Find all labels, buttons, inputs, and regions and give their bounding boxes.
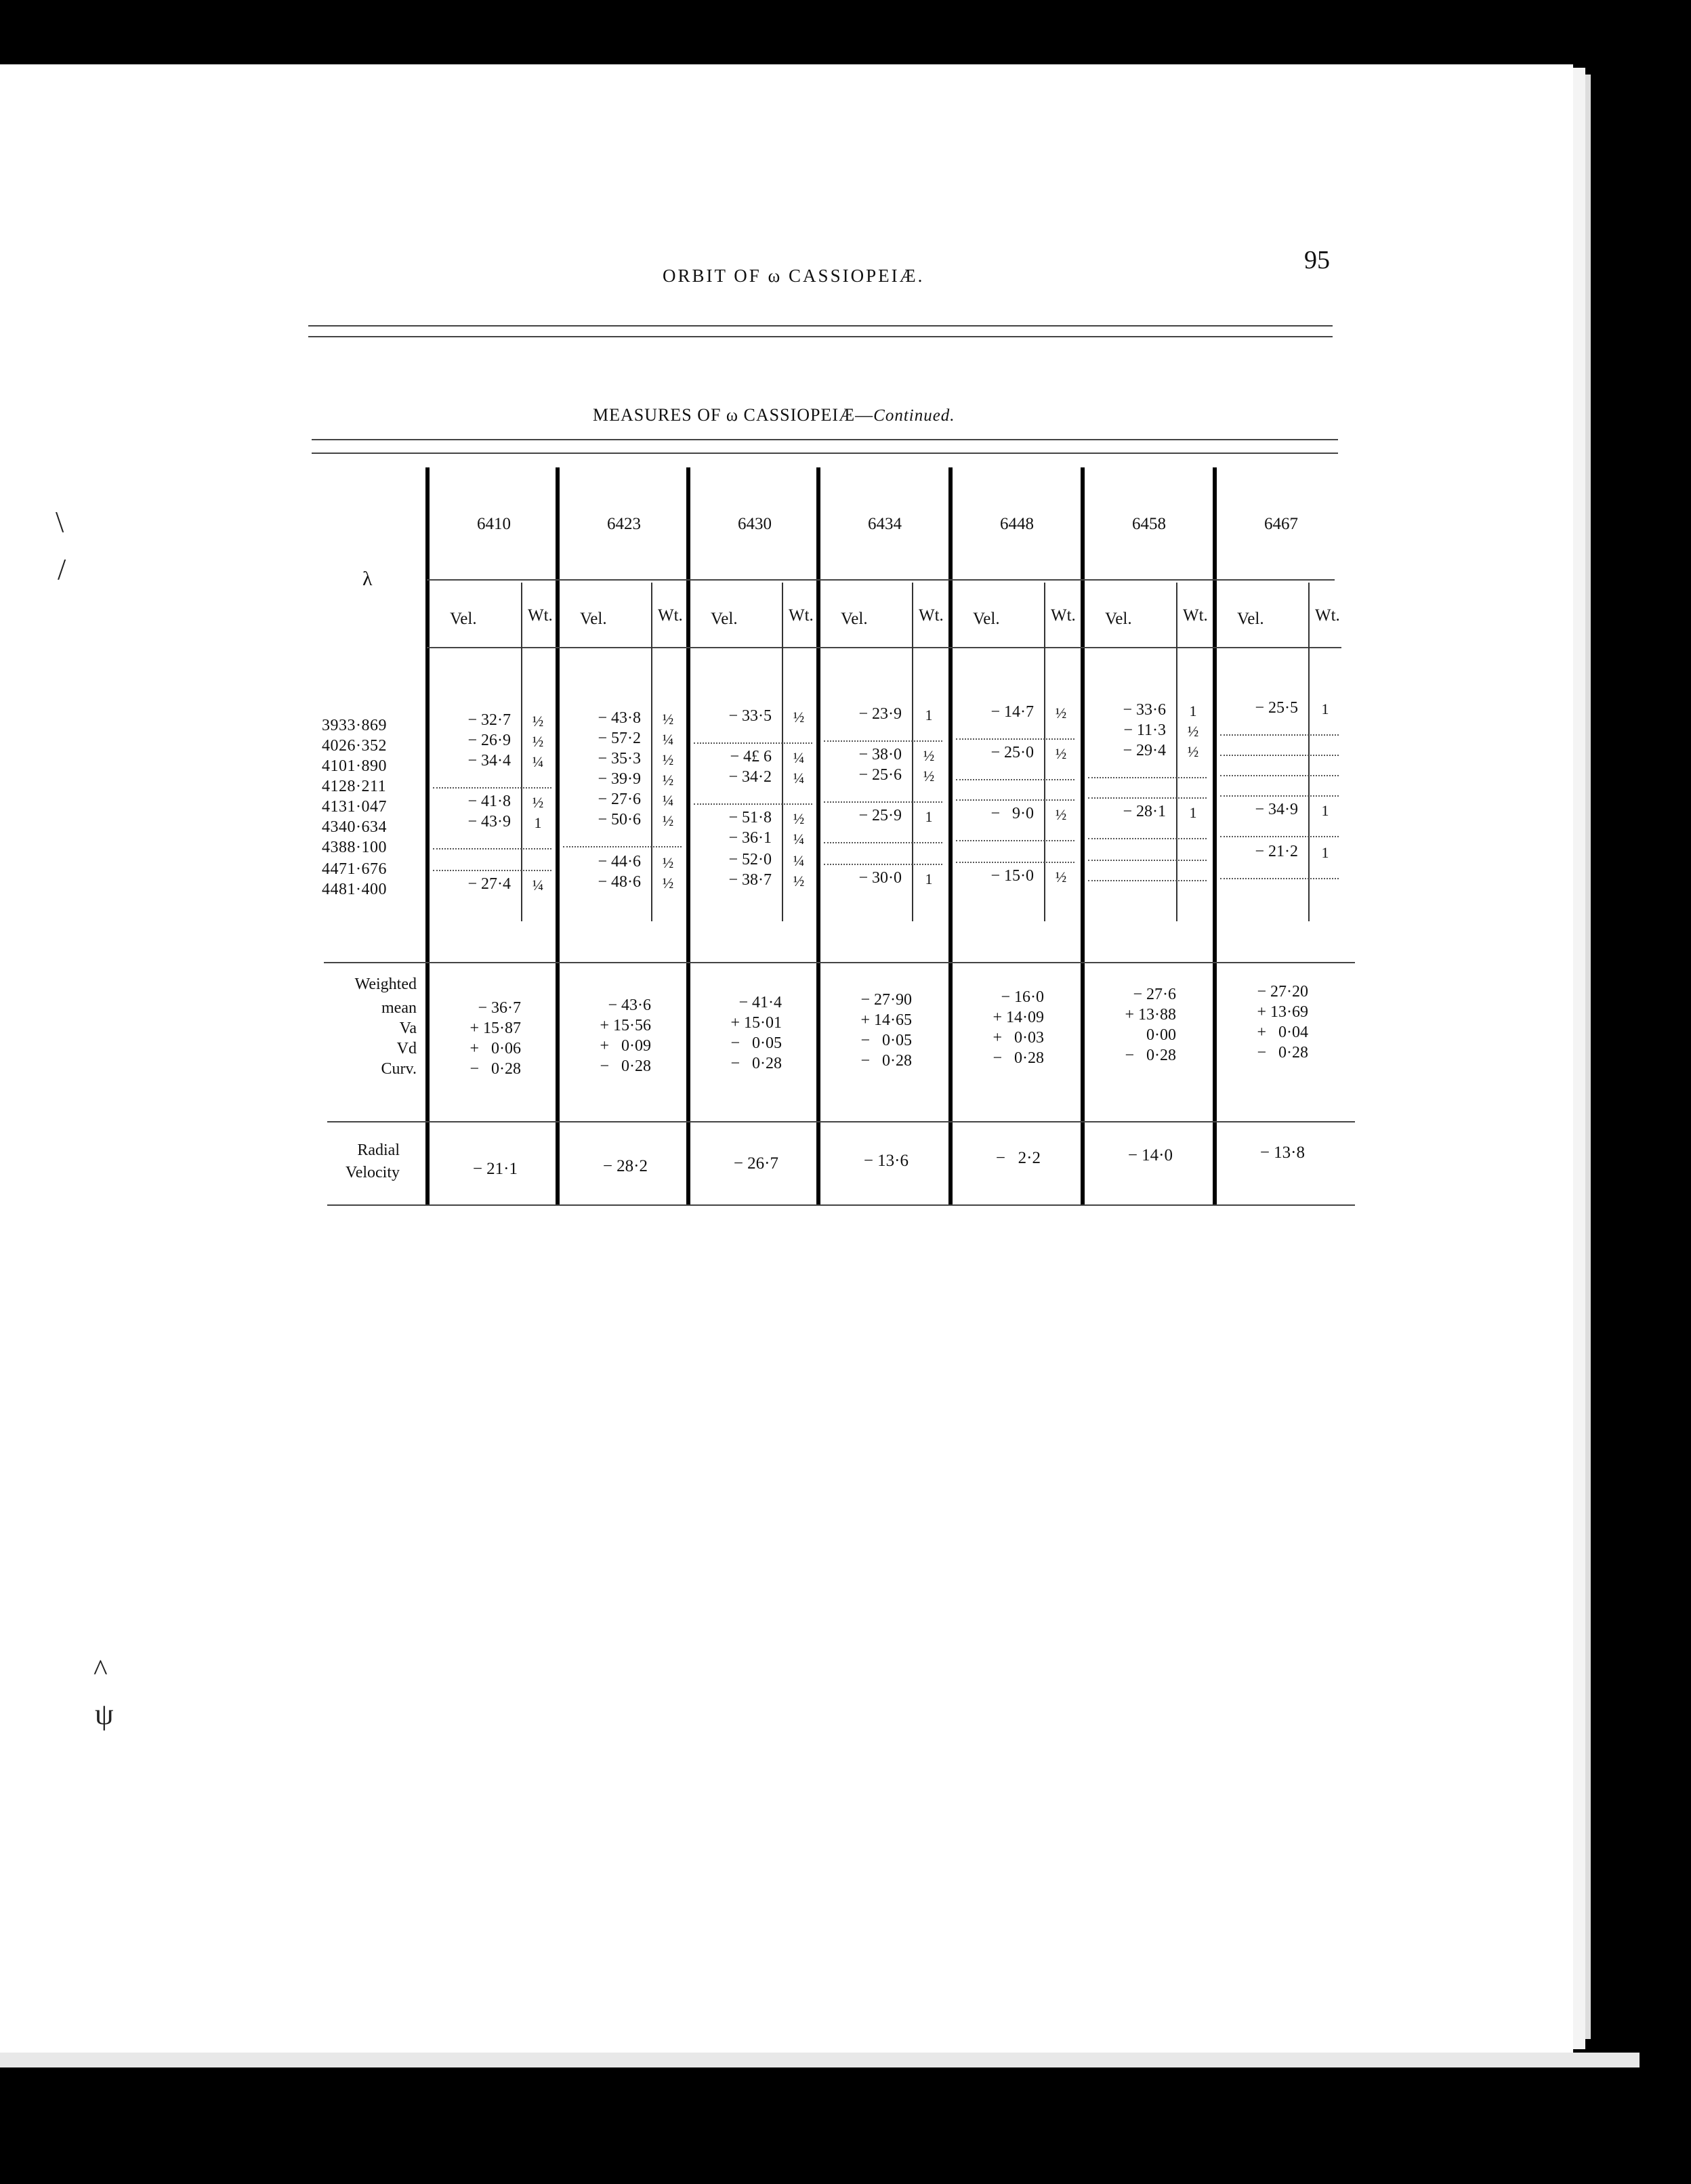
velocity-cell: − 15·0 (990, 867, 1034, 885)
radial-velocity-label: Radial (357, 1141, 400, 1159)
velocity-cell: − 25·0 (990, 744, 1034, 761)
page-edge (1573, 68, 1585, 2049)
velocity-cell: − 57·2 (598, 730, 641, 747)
wavelength-cell: 4388·100 (322, 839, 387, 856)
velocity-cell: − 50·6 (598, 811, 641, 828)
weight-cell: 1 (925, 870, 933, 887)
velocity-cell: − 21·2 (1255, 843, 1298, 860)
velocity-cell: − 44·6 (598, 853, 641, 870)
velocity-cell: − 38·7 (728, 871, 772, 889)
weight-cell: ¼ (793, 770, 805, 786)
summary-value: − 0·05 (860, 1032, 912, 1049)
velocity-cell: − 34·9 (1255, 801, 1298, 818)
summary-value: + 14·09 (993, 1009, 1044, 1026)
weight-cell: 1 (1189, 804, 1197, 821)
weight-cell: ½ (662, 875, 674, 891)
wavelength-cell: 4471·676 (322, 860, 387, 878)
weight-cell: 1 (1321, 802, 1329, 819)
weight-cell: ½ (662, 854, 674, 871)
vel-column-header: Vel. (1105, 610, 1132, 628)
weight-cell: ¼ (532, 877, 544, 894)
summary-value: + 0·04 (1257, 1024, 1308, 1041)
vel-column-header: Vel. (711, 610, 738, 628)
weight-cell: ½ (793, 810, 805, 827)
vel-column-header: Vel. (973, 610, 1000, 628)
velocity-cell: − 33·6 (1123, 701, 1166, 719)
empty-cell-dots (824, 740, 942, 742)
empty-cell-dots (1220, 878, 1339, 879)
radial-velocity-value: − 13·6 (863, 1152, 909, 1170)
vel-wt-divider (1044, 583, 1045, 921)
vel-wt-divider (782, 583, 783, 921)
vel-column-header: Vel. (1237, 610, 1264, 628)
velocity-cell: − 52·0 (728, 851, 772, 868)
column-divider (686, 467, 690, 1206)
summary-value: + 13·88 (1125, 1006, 1176, 1024)
wavelength-cell: 4131·047 (322, 798, 387, 816)
wavelength-cell: 3933·869 (322, 717, 387, 734)
summary-label: Va (399, 1020, 417, 1037)
table-bottom-rule (327, 1204, 1355, 1206)
velocity-cell: − 25·5 (1255, 699, 1298, 717)
vel-column-header: Vel. (580, 610, 607, 628)
summary-value: − 0·28 (1125, 1047, 1176, 1064)
empty-cell-dots (1088, 880, 1207, 881)
empty-cell-dots (563, 846, 682, 847)
summary-value: − 16·0 (1001, 988, 1044, 1006)
summary-value: − 27·90 (860, 991, 912, 1009)
summary-value: − 36·7 (478, 999, 521, 1017)
weight-cell: 1 (925, 808, 933, 825)
summary-value: − 0·28 (993, 1049, 1044, 1067)
velocity-cell: − 33·5 (728, 707, 772, 725)
empty-cell-dots (1088, 777, 1207, 778)
summary-value: + 15·87 (469, 1020, 521, 1037)
weight-cell: ¼ (662, 731, 674, 748)
table-top-rule (312, 439, 1338, 440)
weight-cell: 1 (534, 814, 542, 831)
summary-value: − 0·05 (730, 1034, 782, 1052)
empty-cell-dots (956, 799, 1074, 801)
plate-number: 6467 (1264, 515, 1298, 533)
summary-value: − 0·28 (860, 1052, 912, 1070)
weight-cell: ½ (793, 709, 805, 726)
plate-number: 6458 (1132, 515, 1166, 533)
summary-value: + 15·56 (600, 1017, 651, 1034)
weight-cell: ¼ (793, 749, 805, 766)
velocity-cell: − 9·0 (990, 805, 1034, 822)
weight-cell: ½ (1187, 723, 1199, 740)
empty-cell-dots (1220, 775, 1339, 776)
weight-cell: ½ (532, 713, 544, 730)
empty-cell-dots (956, 779, 1074, 780)
vel-column-header: Vel. (841, 610, 868, 628)
wt-column-header: Wt. (1183, 606, 1208, 625)
empty-cell-dots (1220, 795, 1339, 797)
summary-value: + 13·69 (1257, 1003, 1308, 1021)
velocity-cell: − 43·8 (598, 709, 641, 727)
margin-mark: ψ (95, 1698, 114, 1731)
velocity-cell: − 27·6 (598, 791, 641, 808)
column-divider (556, 467, 560, 1206)
summary-value: + 14·65 (860, 1011, 912, 1029)
weight-cell: ½ (662, 711, 674, 728)
weight-cell: ½ (1055, 705, 1067, 721)
empty-cell-dots (1220, 836, 1339, 837)
plate-header-rule (427, 647, 1341, 648)
velocity-cell: − 41·8 (467, 793, 511, 810)
weight-cell: 1 (1189, 702, 1197, 719)
weight-cell: 1 (925, 707, 933, 723)
empty-cell-dots (1220, 734, 1339, 736)
summary-value: − 0·28 (730, 1055, 782, 1072)
summary-value: − 27·6 (1133, 986, 1176, 1003)
column-divider (948, 467, 953, 1206)
velocity-cell: − 34·4 (467, 752, 511, 770)
velocity-cell: − 34·2 (728, 768, 772, 786)
radial-velocity-value: − 13·8 (1259, 1143, 1305, 1162)
summary-label: Weighted (354, 975, 417, 993)
weight-cell: ½ (662, 812, 674, 829)
summary-value: − 43·6 (608, 996, 651, 1014)
summary-value: − 41·4 (738, 994, 782, 1011)
page-edge-shadow (1585, 75, 1591, 2039)
plate-number: 6410 (477, 515, 511, 533)
wt-column-header: Wt. (1051, 606, 1076, 625)
velocity-cell: − 35·3 (598, 750, 641, 768)
weight-cell: ½ (662, 751, 674, 768)
empty-cell-dots (956, 840, 1074, 841)
summary-value: − 27·20 (1257, 983, 1308, 1001)
empty-cell-dots (956, 738, 1074, 740)
radial-velocity-value: − 14·0 (1127, 1146, 1173, 1164)
summary-value: + 0·03 (993, 1029, 1044, 1047)
empty-cell-dots (433, 870, 551, 871)
running-title: ORBIT OF ω CASSIOPEIÆ. (663, 266, 925, 286)
summary-value: 0·00 (1146, 1026, 1176, 1044)
velocity-cell: − 36·1 (728, 829, 772, 847)
column-divider (816, 467, 820, 1206)
summary-label: mean (381, 999, 417, 1017)
wt-column-header: Wt. (1315, 606, 1340, 625)
wavelength-cell: 4340·634 (322, 818, 387, 836)
velocity-cell: − 23·9 (858, 705, 902, 723)
velocity-cell: − 48·6 (598, 873, 641, 891)
empty-cell-dots (1088, 838, 1207, 839)
wt-column-header: Wt. (528, 606, 553, 625)
summary-value: + 0·09 (600, 1037, 651, 1055)
radial-velocity-value: − 26·7 (733, 1154, 778, 1173)
vel-column-header: Vel. (450, 610, 477, 628)
plate-number: 6430 (738, 515, 772, 533)
empty-cell-dots (956, 862, 1074, 863)
velocity-cell: − 27·4 (467, 875, 511, 893)
empty-cell-dots (824, 842, 942, 843)
wavelength-cell: 4026·352 (322, 737, 387, 755)
velocity-cell: − 11·3 (1123, 721, 1166, 739)
weight-cell: ¼ (532, 753, 544, 770)
radial-velocity-value: − 28·2 (602, 1157, 648, 1175)
summary-value: − 0·28 (600, 1057, 651, 1075)
empty-cell-dots (433, 787, 551, 789)
table-top-rule (312, 453, 1338, 454)
vel-wt-divider (912, 583, 913, 921)
plate-number: 6434 (868, 515, 902, 533)
weight-cell: ½ (532, 794, 544, 811)
weight-cell: ¼ (793, 831, 805, 847)
header-rule (308, 325, 1333, 327)
velocity-cell: − 32·7 (467, 711, 511, 729)
summary-value: + 0·06 (469, 1040, 521, 1057)
velocity-cell: − 14·7 (990, 703, 1034, 721)
empty-cell-dots (694, 803, 812, 805)
empty-cell-dots (1220, 755, 1339, 756)
page-bottom-edge (0, 2053, 1640, 2067)
wavelength-column-header: λ (362, 568, 373, 590)
velocity-cell: − 39·9 (598, 770, 641, 788)
plate-number: 6448 (1000, 515, 1034, 533)
wt-column-header: Wt. (789, 606, 814, 625)
velocity-cell: − 28·1 (1123, 803, 1166, 820)
weight-cell: 1 (1321, 844, 1329, 861)
header-rule (308, 336, 1333, 337)
book-page (0, 64, 1573, 2066)
plate-number: 6423 (607, 515, 641, 533)
velocity-cell: − 4£ 6 (730, 748, 772, 765)
weight-cell: ¼ (662, 792, 674, 809)
weight-cell: ½ (793, 873, 805, 889)
summary-rule (324, 962, 1355, 963)
column-divider (425, 467, 430, 1206)
velocity-cell: − 43·9 (467, 813, 511, 831)
radial-rule (327, 1121, 1355, 1122)
vel-wt-divider (651, 583, 652, 921)
empty-cell-dots (1088, 797, 1207, 799)
empty-cell-dots (694, 742, 812, 744)
wt-column-header: Wt. (919, 606, 944, 625)
margin-mark: \ (56, 505, 64, 539)
empty-cell-dots (824, 864, 942, 865)
velocity-cell: − 30·0 (858, 869, 902, 887)
summary-value: − 0·28 (469, 1060, 521, 1078)
weight-cell: ¼ (793, 852, 805, 869)
weight-cell: 1 (1321, 700, 1329, 717)
summary-label: Curv. (381, 1060, 417, 1078)
page-number: 95 (1304, 246, 1330, 274)
column-divider (1081, 467, 1085, 1206)
velocity-cell: − 51·8 (728, 809, 772, 826)
table-caption: MEASURES OF ω CASSIOPEIÆ—Continued. (593, 405, 955, 425)
wavelength-cell: 4481·400 (322, 881, 387, 898)
vel-wt-divider (1308, 583, 1310, 921)
vel-wt-divider (1176, 583, 1177, 921)
weight-cell: ½ (923, 747, 935, 764)
weight-cell: ½ (662, 772, 674, 789)
weight-cell: ½ (532, 733, 544, 750)
velocity-cell: − 26·9 (467, 732, 511, 749)
wt-column-header: Wt. (658, 606, 683, 625)
wavelength-cell: 4101·890 (322, 757, 387, 775)
velocity-cell: − 25·6 (858, 766, 902, 784)
weight-cell: ½ (923, 768, 935, 784)
velocity-cell: − 25·9 (858, 807, 902, 824)
weight-cell: ½ (1055, 745, 1067, 762)
velocity-cell: − 38·0 (858, 746, 902, 763)
empty-cell-dots (433, 848, 551, 849)
weight-cell: ½ (1055, 868, 1067, 885)
summary-label: Vd (396, 1040, 417, 1057)
velocity-cell: − 29·4 (1123, 742, 1166, 759)
empty-cell-dots (824, 801, 942, 803)
summary-value: + 15·01 (730, 1014, 782, 1032)
margin-mark: / (58, 553, 66, 586)
radial-velocity-label: Velocity (346, 1164, 400, 1181)
weight-cell: ½ (1187, 743, 1199, 760)
wavelength-cell: 4128·211 (322, 778, 387, 795)
margin-mark: ^ (93, 1654, 108, 1687)
column-divider (1213, 467, 1217, 1206)
empty-cell-dots (1088, 860, 1207, 861)
radial-velocity-value: − 21·1 (472, 1160, 518, 1178)
summary-value: − 0·28 (1257, 1044, 1308, 1062)
weight-cell: ½ (1055, 806, 1067, 823)
header-underline (427, 579, 1335, 581)
radial-velocity-value: − 2·2 (995, 1149, 1041, 1167)
